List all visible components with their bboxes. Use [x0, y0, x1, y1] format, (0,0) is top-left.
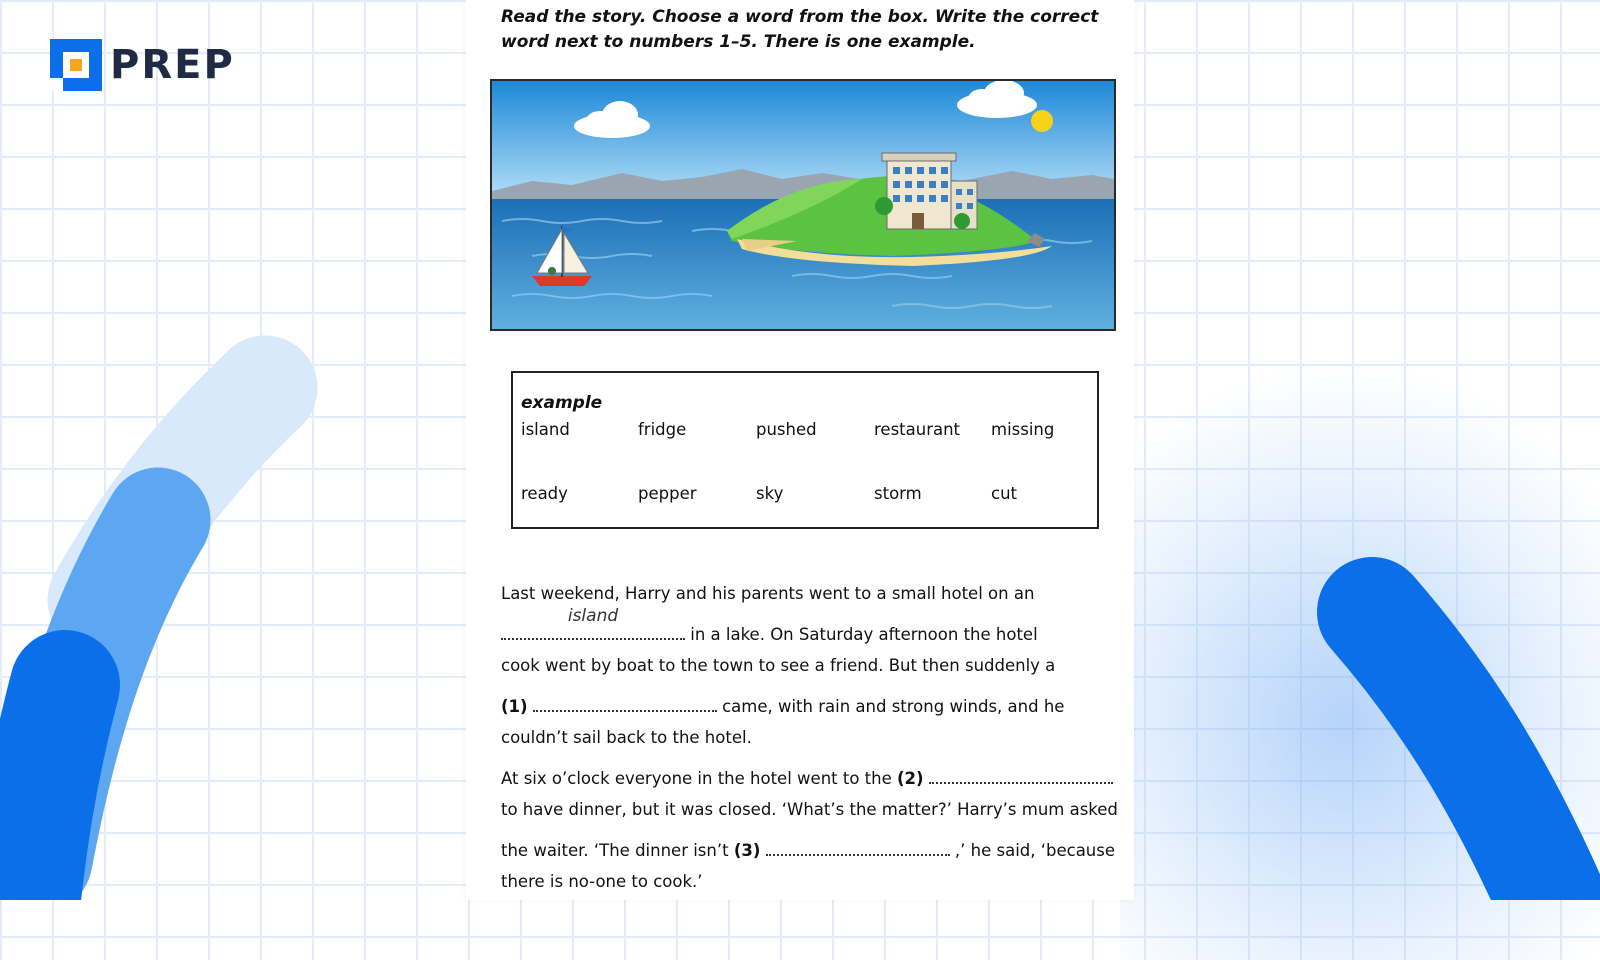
prep-logo[interactable]: [50, 39, 235, 91]
story-line-2: [501, 606, 1038, 644]
word-restaurant: restaurant: [874, 420, 961, 439]
story-line-6: [501, 764, 1113, 788]
word-box: [511, 371, 1099, 529]
story-line-8-end: ,’ he said, ‘because: [954, 841, 1116, 860]
question-1-number: (1): [501, 697, 528, 716]
worksheet-page: [466, 0, 1134, 900]
story-line-4-text: came, with rain and strong winds, and he: [722, 697, 1065, 716]
island-illustration: [490, 79, 1116, 331]
right-dark-stroke: [1372, 612, 1560, 900]
story-line-9: there is no-one to cook.’: [501, 872, 703, 891]
story-line-2-text: in a lake. On Saturday afternoon the hotel: [690, 625, 1038, 644]
instruction-text: Read the story. Choose a word from the box. Write the correct word next to numbers 1–5. There is one example.: [501, 7, 1099, 52]
question-3-blank[interactable]: [766, 836, 950, 856]
story-line-4: [501, 692, 1064, 716]
word-pepper: pepper: [638, 484, 697, 503]
question-2-blank[interactable]: [929, 764, 1113, 784]
prep-logo-icon: [50, 39, 102, 91]
left-medium-stroke: [40, 520, 158, 860]
question-1-blank[interactable]: [533, 692, 717, 712]
question-3-number: (3): [733, 841, 761, 860]
left-light-stroke: [100, 388, 265, 600]
story-line-3: cook went by boat to the town to see a friend. But then suddenly a: [501, 656, 1056, 675]
word-ready: ready: [521, 484, 568, 503]
word-storm: storm: [874, 484, 922, 503]
word-sky: sky: [756, 484, 784, 503]
word-fridge: fridge: [638, 420, 687, 439]
story-line-7: to have dinner, but it was closed. ‘What’s the matter?’ Harry’s mum asked: [501, 800, 1118, 819]
story-line-8-text: the waiter. ‘The dinner isn’t: [501, 841, 729, 860]
background-glow: [1120, 360, 1600, 960]
question-2-number: (2): [897, 769, 924, 788]
word-missing: missing: [991, 420, 1055, 439]
word-island: island: [521, 420, 570, 439]
story-line-1: Last weekend, Harry and his parents went to a small hotel on an: [501, 584, 1035, 603]
example-answer: island: [567, 606, 619, 626]
word-cut: cut: [991, 484, 1017, 503]
example-answer-blank[interactable]: [501, 606, 685, 640]
story-line-6-text: At six o’clock everyone in the hotel went to the: [501, 769, 892, 788]
story-line-8: [501, 836, 1115, 860]
example-label: example: [521, 393, 603, 413]
story-line-5: couldn’t sail back to the hotel.: [501, 728, 752, 747]
word-pushed: pushed: [756, 420, 817, 439]
prep-logo-text: PREP: [110, 42, 235, 88]
left-dark-stroke: [20, 685, 65, 900]
